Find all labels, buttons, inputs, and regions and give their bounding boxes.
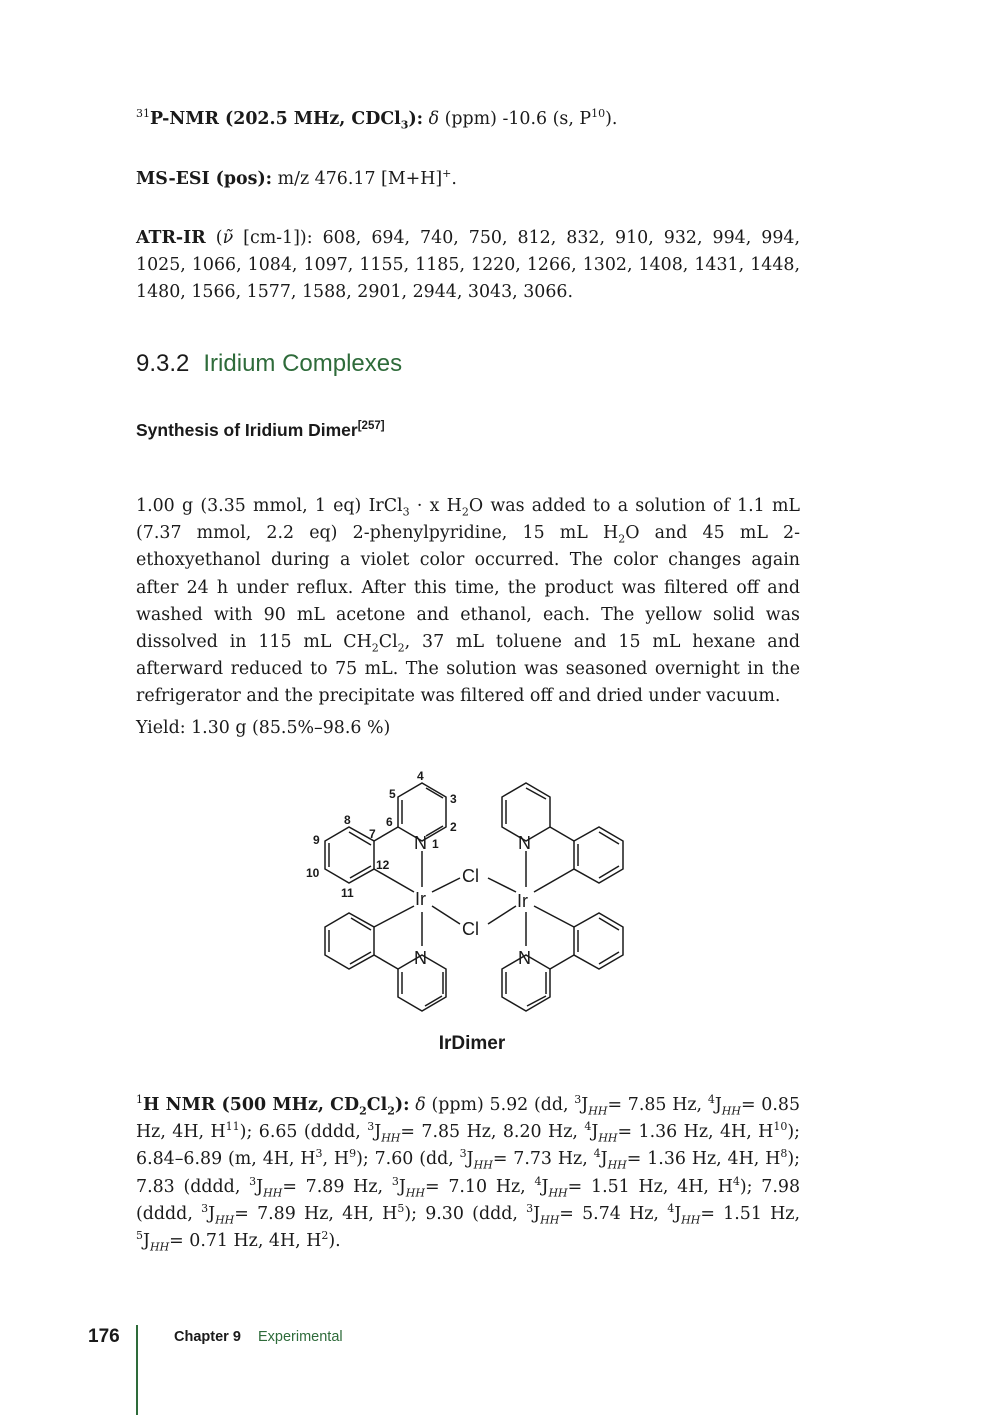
hnmr-a18: ); 9.30 (ddd, [404, 1203, 527, 1224]
j-symbol: J [714, 1095, 722, 1115]
ir-open: ( [205, 228, 223, 248]
p31-delta: δ [428, 109, 440, 129]
hnmr-a1: (ppm) 5.92 (dd, [425, 1095, 575, 1115]
j-sup: 3 [391, 1174, 399, 1188]
j-sub: HH [215, 1213, 235, 1227]
j-sub: HH [681, 1213, 701, 1227]
j-sub: HH [263, 1186, 283, 1200]
ms-esi-paragraph [136, 166, 800, 193]
atom-num-3: 3 [450, 792, 457, 806]
hnmr-delta: δ [415, 1095, 426, 1115]
atom-num-12: 12 [376, 858, 390, 872]
atom-cl-top: Cl [462, 866, 479, 886]
hnmr-label-mid: Cl [366, 1095, 388, 1115]
atom-n-bottom-left: N [414, 948, 427, 968]
hnmr-a16: ); 7.98 (dddd, [136, 1176, 801, 1224]
hnmr-a3: = 0.85 Hz, 4H, H [136, 1095, 801, 1143]
footer-rule [136, 1325, 138, 1415]
j-symbol: J [256, 1176, 264, 1197]
ms-label: MS-ESI (pos): [136, 169, 273, 189]
j-symbol: J [581, 1095, 589, 1115]
hnmr-a19: = 5.74 Hz, [559, 1203, 668, 1224]
atr-ir-paragraph [136, 225, 800, 307]
j-sub: HH [473, 1158, 493, 1172]
atom-n-bottom-right: N [518, 948, 531, 968]
figure-caption [0, 1033, 1000, 1055]
atom-ir-left: Ir [415, 889, 426, 909]
j-sup: 4 [707, 1093, 715, 1107]
j-sup: 3 [249, 1174, 257, 1188]
j-symbol: J [533, 1203, 541, 1224]
j-sub: HH [721, 1104, 741, 1118]
syn-t3: O was added to a solution of 1.1 mL (7.37 mmol, 2.2 eq) 2-phenylpyridine, 15 mL H [136, 496, 800, 544]
atom-num-7: 7 [369, 827, 376, 841]
j-symbol: J [600, 1149, 608, 1170]
footer-chapter-title: Experimental [258, 1329, 343, 1345]
p31-label-end: ): [408, 109, 424, 129]
syn-t1: 1.00 g (3.35 mmol, 1 eq) IrCl [136, 496, 403, 516]
j-sub: HH [607, 1158, 627, 1172]
ring-bottom-right-phenyl [574, 913, 623, 969]
footer-chapter: Chapter 9 [174, 1329, 241, 1345]
hnmr-a22: ). [328, 1231, 341, 1252]
hnmr-a5: = 7.85 Hz, 8.20 Hz, [400, 1122, 585, 1143]
atom-num-4: 4 [417, 769, 424, 783]
h-sup: 2 [321, 1229, 329, 1243]
hnmr-a2: = 7.85 Hz, [607, 1095, 708, 1115]
hnmr-a21: = 0.71 Hz, 4H, H [169, 1231, 322, 1252]
yield-line: Yield: 1.30 g (85.5%–98.6 %) [136, 718, 391, 738]
ring-bottom-left-phenyl [325, 913, 374, 969]
ring-top-left-phenyl [325, 827, 374, 883]
j-symbol: J [143, 1231, 150, 1252]
syn-s4: 2 [371, 641, 379, 655]
p31-label-sub: 3 [400, 118, 409, 132]
j-sup: 3 [459, 1147, 467, 1161]
syn-t4: O and 45 mL 2-ethoxyethanol during a violet color occurred. The color changes again after 24 h under reflux. After this time, the product was filtered off and washed with 90 mL acetone and ethanol, each. The yellow solid was dissolved in 115 mL CH [136, 523, 800, 653]
hnmr-label-sub1: 2 [359, 1104, 367, 1118]
page-number: 176 [88, 1326, 120, 1347]
p31-nmr-paragraph [136, 106, 800, 133]
h-sup: 3 [315, 1147, 323, 1161]
j-sub: HH [381, 1131, 401, 1145]
j-sup: 3 [574, 1093, 582, 1107]
j-sub: HH [405, 1186, 425, 1200]
syn-s1: 3 [402, 505, 410, 519]
j-sup: 3 [367, 1120, 375, 1134]
ms-sup: + [442, 167, 452, 181]
h-sup: 11 [225, 1120, 240, 1134]
h-sup: 5 [397, 1202, 405, 1216]
hnmr-a17: = 7.89 Hz, 4H, H [234, 1203, 398, 1224]
hnmr-a15: = 1.51 Hz, 4H, H [567, 1176, 733, 1197]
section-title: Iridium Complexes [203, 350, 403, 377]
atom-num-2: 2 [450, 820, 457, 834]
p31-text-sup: 10 [591, 107, 606, 121]
syn-t6: , 37 mL toluene and 15 mL hexane and afterward reduced to 75 mL. The solution was seasoned overnight in the refrigerator and the precipitate was filtered off and dried under vacuum. [136, 632, 801, 707]
subsection-title: Synthesis of Iridium Dimer [136, 420, 358, 440]
hnmr-label-end: ): [394, 1095, 410, 1115]
hnmr-a9: ); 7.60 (dd, [356, 1149, 460, 1170]
h-sup: 9 [349, 1147, 357, 1161]
atom-num-1: 1 [432, 837, 439, 851]
j-symbol: J [208, 1203, 216, 1224]
ir-nu: ν̃ [222, 228, 234, 248]
p31-text1: (ppm) -10.6 (s, P [439, 109, 592, 129]
hnmr-a7: ); 6.84–6.89 (m, 4H, H [136, 1122, 800, 1170]
p31-label-text: P-NMR (202.5 MHz, CDCl [150, 109, 401, 129]
atom-num-10: 10 [306, 866, 320, 880]
atom-num-9: 9 [313, 833, 320, 847]
iridium-dimer-structure [290, 765, 650, 1015]
j-sub: HH [598, 1131, 618, 1145]
hnmr-a8: , H [322, 1149, 350, 1170]
syn-s2: 2 [461, 505, 469, 519]
j-sup: 3 [201, 1202, 209, 1216]
j-sup: 4 [584, 1120, 592, 1134]
synthesis-paragraph [136, 493, 800, 711]
section-number: 9.3.2 [136, 350, 190, 377]
j-symbol: J [541, 1176, 549, 1197]
j-symbol: J [398, 1176, 406, 1197]
atom-cl-bottom: Cl [462, 919, 479, 939]
atom-num-11: 11 [341, 886, 354, 900]
subsection-ref: [257] [357, 420, 385, 433]
hnmr-a4: ); 6.65 (dddd, [239, 1122, 368, 1143]
j-sup: 4 [534, 1174, 542, 1188]
hnmr-a6: = 1.36 Hz, 4H, H [617, 1122, 774, 1143]
hnmr-a11: = 1.36 Hz, 4H, H [626, 1149, 781, 1170]
atom-n-top-left: N [414, 833, 427, 853]
hnmr-a14: = 7.10 Hz, [424, 1176, 535, 1197]
subsection-heading [136, 420, 385, 441]
syn-t5: Cl [378, 632, 398, 653]
ir-label: ATR-IR [136, 228, 206, 248]
syn-s3: 2 [618, 532, 626, 546]
atom-ir-right: Ir [517, 891, 528, 911]
j-symbol: J [466, 1149, 474, 1170]
ms-text: m/z 476.17 [M+H] [272, 169, 443, 189]
ms-end: . [451, 169, 457, 189]
hnmr-a13: = 7.89 Hz, [282, 1176, 392, 1197]
j-sup: 4 [593, 1147, 601, 1161]
j-symbol: J [374, 1122, 382, 1143]
hnmr-label-sub2: 2 [387, 1104, 395, 1118]
ring-top-right-phenyl [574, 827, 623, 883]
ir-text: [cm-1]): 608, 694, 740, 750, 812, 832, 910, 932, 994, 994, 1025, 1066, 1084, 1097, 1155, 1185, 1220, 1266, 1302, 1408, 1431, 1448, 1480, 1566, 1577, 1588, 2901, 2944, 3043, 3066. [136, 228, 800, 303]
j-sup: 5 [136, 1229, 143, 1243]
j-sup: 3 [526, 1202, 534, 1216]
j-sub: HH [548, 1186, 568, 1200]
atom-num-5: 5 [389, 787, 396, 801]
h-sup: 8 [780, 1147, 788, 1161]
hnmr-label-text: H NMR (500 MHz, CD [143, 1095, 360, 1115]
h-nmr-paragraph [136, 1092, 800, 1255]
h-sup: 4 [732, 1174, 740, 1188]
p31-sup: 31 [136, 107, 150, 121]
j-sub: HH [540, 1213, 560, 1227]
p31-label [150, 109, 424, 132]
hnmr-a12: ); 7.83 (dddd, [136, 1149, 801, 1197]
hnmr-a20: = 1.51 Hz, [700, 1203, 800, 1224]
j-sub: HH [149, 1240, 170, 1254]
hnmr-sup: 1 [136, 1093, 143, 1107]
hnmr-label [143, 1095, 410, 1118]
j-symbol: J [591, 1122, 599, 1143]
section-heading [136, 350, 402, 378]
syn-t2: · x H [409, 496, 462, 516]
h-sup: 10 [773, 1120, 788, 1134]
syn-s5: 2 [397, 641, 405, 655]
j-sup: 4 [667, 1202, 675, 1216]
j-symbol: J [674, 1203, 682, 1224]
atom-num-8: 8 [344, 813, 351, 827]
figure-caption-text: IrDimer [438, 1033, 506, 1054]
atom-num-6: 6 [386, 815, 393, 829]
atom-n-top-right: N [518, 833, 531, 853]
hnmr-a10: = 7.73 Hz, [492, 1149, 594, 1170]
j-sub: HH [588, 1104, 608, 1118]
p31-text2: ). [605, 109, 618, 129]
